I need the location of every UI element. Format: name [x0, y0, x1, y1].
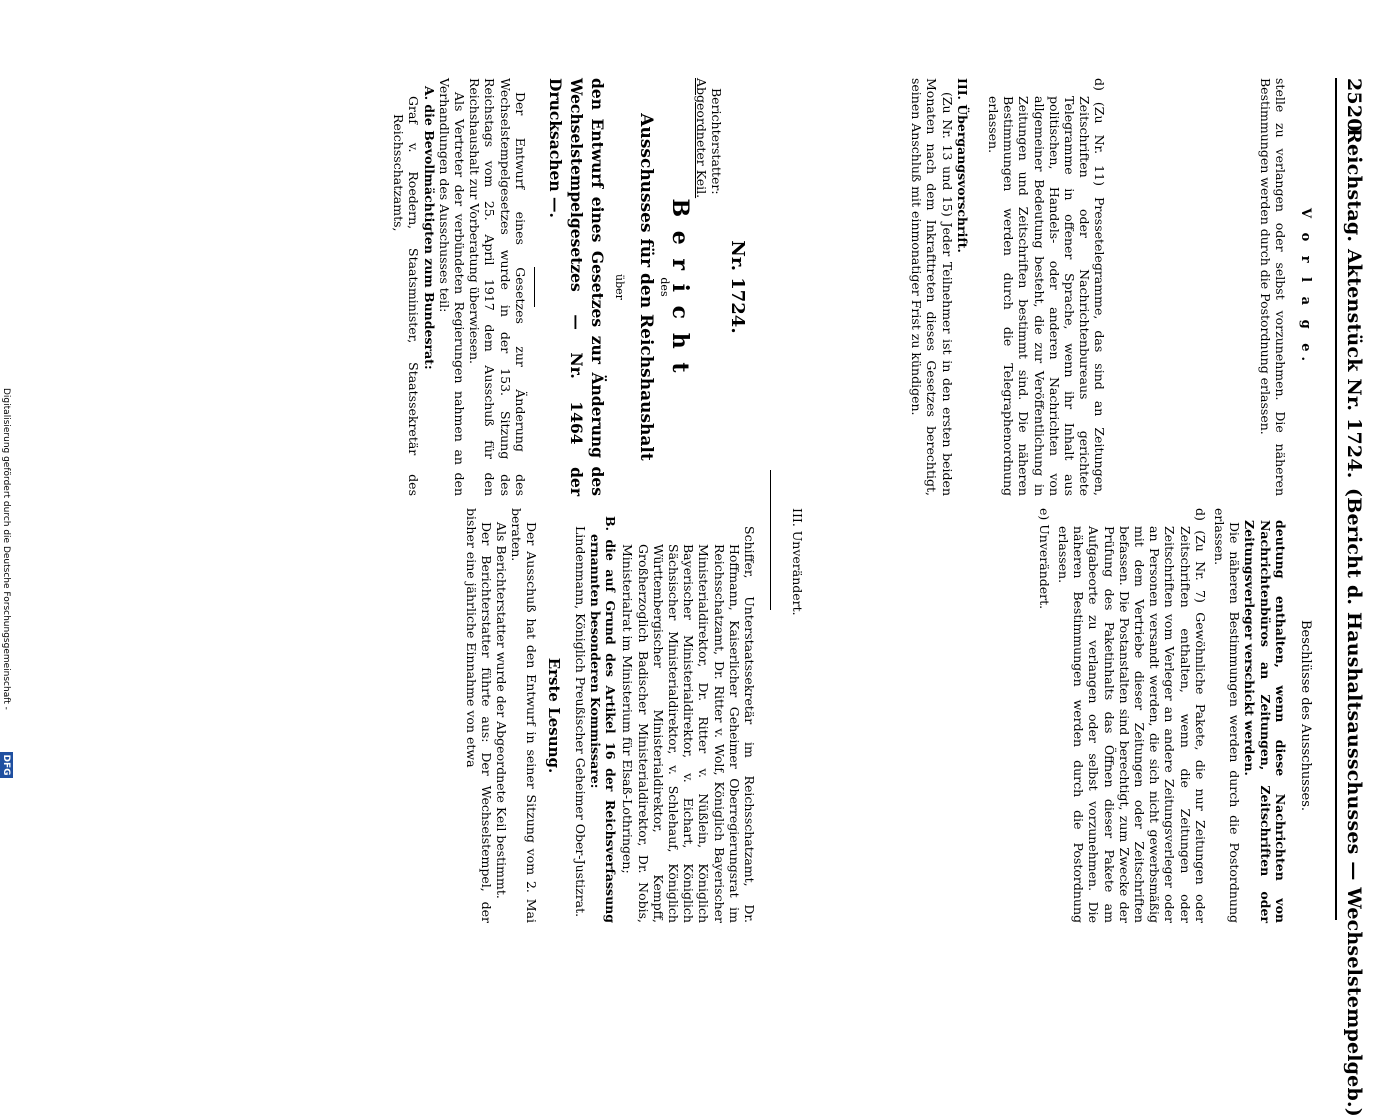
vorlage-iii-heading: III. Übergangsvorschrift.: [954, 78, 970, 253]
bericht-a-list: Graf v. Roedern, Staatsminister, Staatssekretär des Reichsschatzamts,: [391, 96, 422, 496]
bericht-b-heading: B. die auf Grund des Artikel 16 der Reichsverfassung ernannten besonderen Kommissare:: [587, 516, 619, 923]
bericht-ueber: über: [612, 274, 626, 300]
lesung-para3: Der Berichterstatter führte aus: Der Wechselstempel, der bisher eine jährliche Einnahme von etwa: [463, 508, 494, 923]
vorlage-d-paragraph: d) (Zu Nr. 11) Pressetelegramme, das sind an Zeitungen, Zeitschriften oder Nachrichtenbureaus gerichtete Telegramme in offener Sprache, wenn ihr Inhalt aus politischen, Handels- oder anderen Nachrichten von allgemeiner Bedeutung besteht, die zur Veröffentlichung in Zeitungen und Zeitschriften bestimmt sind. Die näheren Bestimmungen werden durch die Telegraphenordnung erlassen.: [985, 78, 1108, 496]
vorlage-para1: stelle zu verlangen oder selbst vorzunehmen. Die näheren Bestimmungen werden durch die Postordnung erlassen.: [1257, 78, 1288, 496]
header-title: Reichstag. Aktenstück Nr. 1724.: [1343, 128, 1365, 479]
bericht-column-right: [463, 508, 757, 923]
vorlage-heading: V o r l a g e.: [1298, 207, 1313, 366]
berichterstatter-label: Berichterstatter:: [708, 88, 724, 195]
bericht-a-heading: A. die Bevollmächtigten zum Bundesrat:: [421, 86, 437, 370]
bericht-a-list-cont: Schiffer, Unterstaatssekretär im Reichsschatzamt, Dr. Hoffmann, Kaiserlicher Geheimer Oberregierungsrat im Reichsschatzamt, Dr. Ritter v. Wolf, Königlich Bayerischer Ministerialdirektor, Dr. Ritter v. Nüßlein, Königlich Bayerischer Ministerialdirektor, v. Eichart, Königlich Sächsischer Ministerialdirektor, v. Schlehauf, Königlich Württembergischer Ministerialdirektor, Kempff, Großherzoglich Badischer Ministerialdirektor, Dr. Nobis, Ministerialrat im Ministerium für Elsaß-Lothringen;: [620, 526, 757, 923]
bericht-subject: den Entwurf eines Gesetzes zur Änderung des Wechselstempelgesetzes — Nr. 1464 der Drucksachen —.: [545, 78, 607, 496]
section-divider: [770, 470, 771, 610]
bericht-des: des: [658, 277, 672, 297]
bericht-number: Nr. 1724.: [727, 240, 748, 334]
page-number: 2520: [1343, 78, 1365, 132]
beschluesse-para1: Die näheren Bestimmungen werden durch die Postordnung erlassen.: [1211, 508, 1243, 923]
dfg-credit-text: Digitalisierung gefördert durch die Deutsche Forschungsgemeinschaft -: [1, 388, 11, 710]
beschluesse-d-paragraph: d) (Zu Nr. 7) Gewöhnliche Pakete, die nur Zeitungen oder Zeitschriften enthalten, wenn die Zeitungen oder Zeitschriften vom Verleger an andere Zeitungsverleger oder an Personen versandt werden, die sich nicht gewerbsmäßig mit dem Vertriebe dieser Zeitungen oder Zeitschriften befassen. Die Postanstalten sind berechtigt, zum Zwecke der Prüfung des Paketinhalts das Öffnen dieser Pakete am Aufgabeorte zu verlangen oder selbst vorzunehmen. Die näheren Bestimmungen werden durch die Postordnung erlassen.: [1055, 508, 1208, 923]
beschluesse-heading: Beschlüsse des Ausschusses.: [1298, 619, 1313, 812]
bericht-vertreter: Als Vertreter der verbündeten Regierungen nahmen an den Verhandlungen des Ausschusses teil:: [436, 78, 467, 496]
lesung-para1: Der Ausschuß hat den Entwurf in seiner Sitzung vom 2. Mai beraten.: [509, 508, 540, 923]
header-rule: [1335, 78, 1337, 920]
vorlage-iii-text: (Zu Nr. 13 und 15) Jeder Teilnehmer ist in den ersten beiden Monaten nach dem Inkrafttreten dieses Gesetzes berechtigt, seinen Anschluß mit einmonatiger Frist zu kündigen.: [909, 78, 955, 496]
beschluesse-column: [789, 508, 1327, 923]
beschluesse-e-paragraph: e) Unverändert.: [1036, 508, 1052, 610]
bericht-b-list: Lindenmann, Königlich Preußischer Geheimer Ober-Justizrat.: [572, 526, 588, 918]
vorlage-column: [909, 78, 1327, 496]
lesung-para2: Als Berichterstatter wurde der Abgeordnete Keil bestimmt.: [493, 522, 509, 899]
lesung-heading: Erste Lesung.: [544, 657, 563, 774]
beschluesse-iii: III. Unverändert.: [789, 508, 805, 616]
berichterstatter-name: Abgeordneter Keil.: [693, 78, 709, 199]
bericht-divider: [534, 267, 535, 307]
bericht-intro: Der Entwurf eines Gesetzes zur Änderung des Wechselstempelgesetzes wurde in der 153. Sitzung des Reichstags vom 25. April 1917 dem Ausschuß für den Reichshaushalt zur Vorberatung überwiesen.: [467, 78, 528, 496]
bericht-title: B e r i c h t: [667, 198, 694, 376]
bericht-column: [391, 78, 757, 496]
beschluesse-bold-text: deutung enthalten, wenn diese Nachrichten von Nachrichtenbüros an Zeitungen, Zeitschriften oder Zeitungsverleger verschickt werden.: [1242, 520, 1288, 923]
dfg-logo: DFG: [0, 752, 13, 778]
header-subtitle: (Bericht d. Haushaltsausschusses — Wechselstempelgeb.): [1343, 488, 1365, 1117]
bericht-committee: Ausschusses für den Reichshaushalt: [635, 113, 656, 461]
